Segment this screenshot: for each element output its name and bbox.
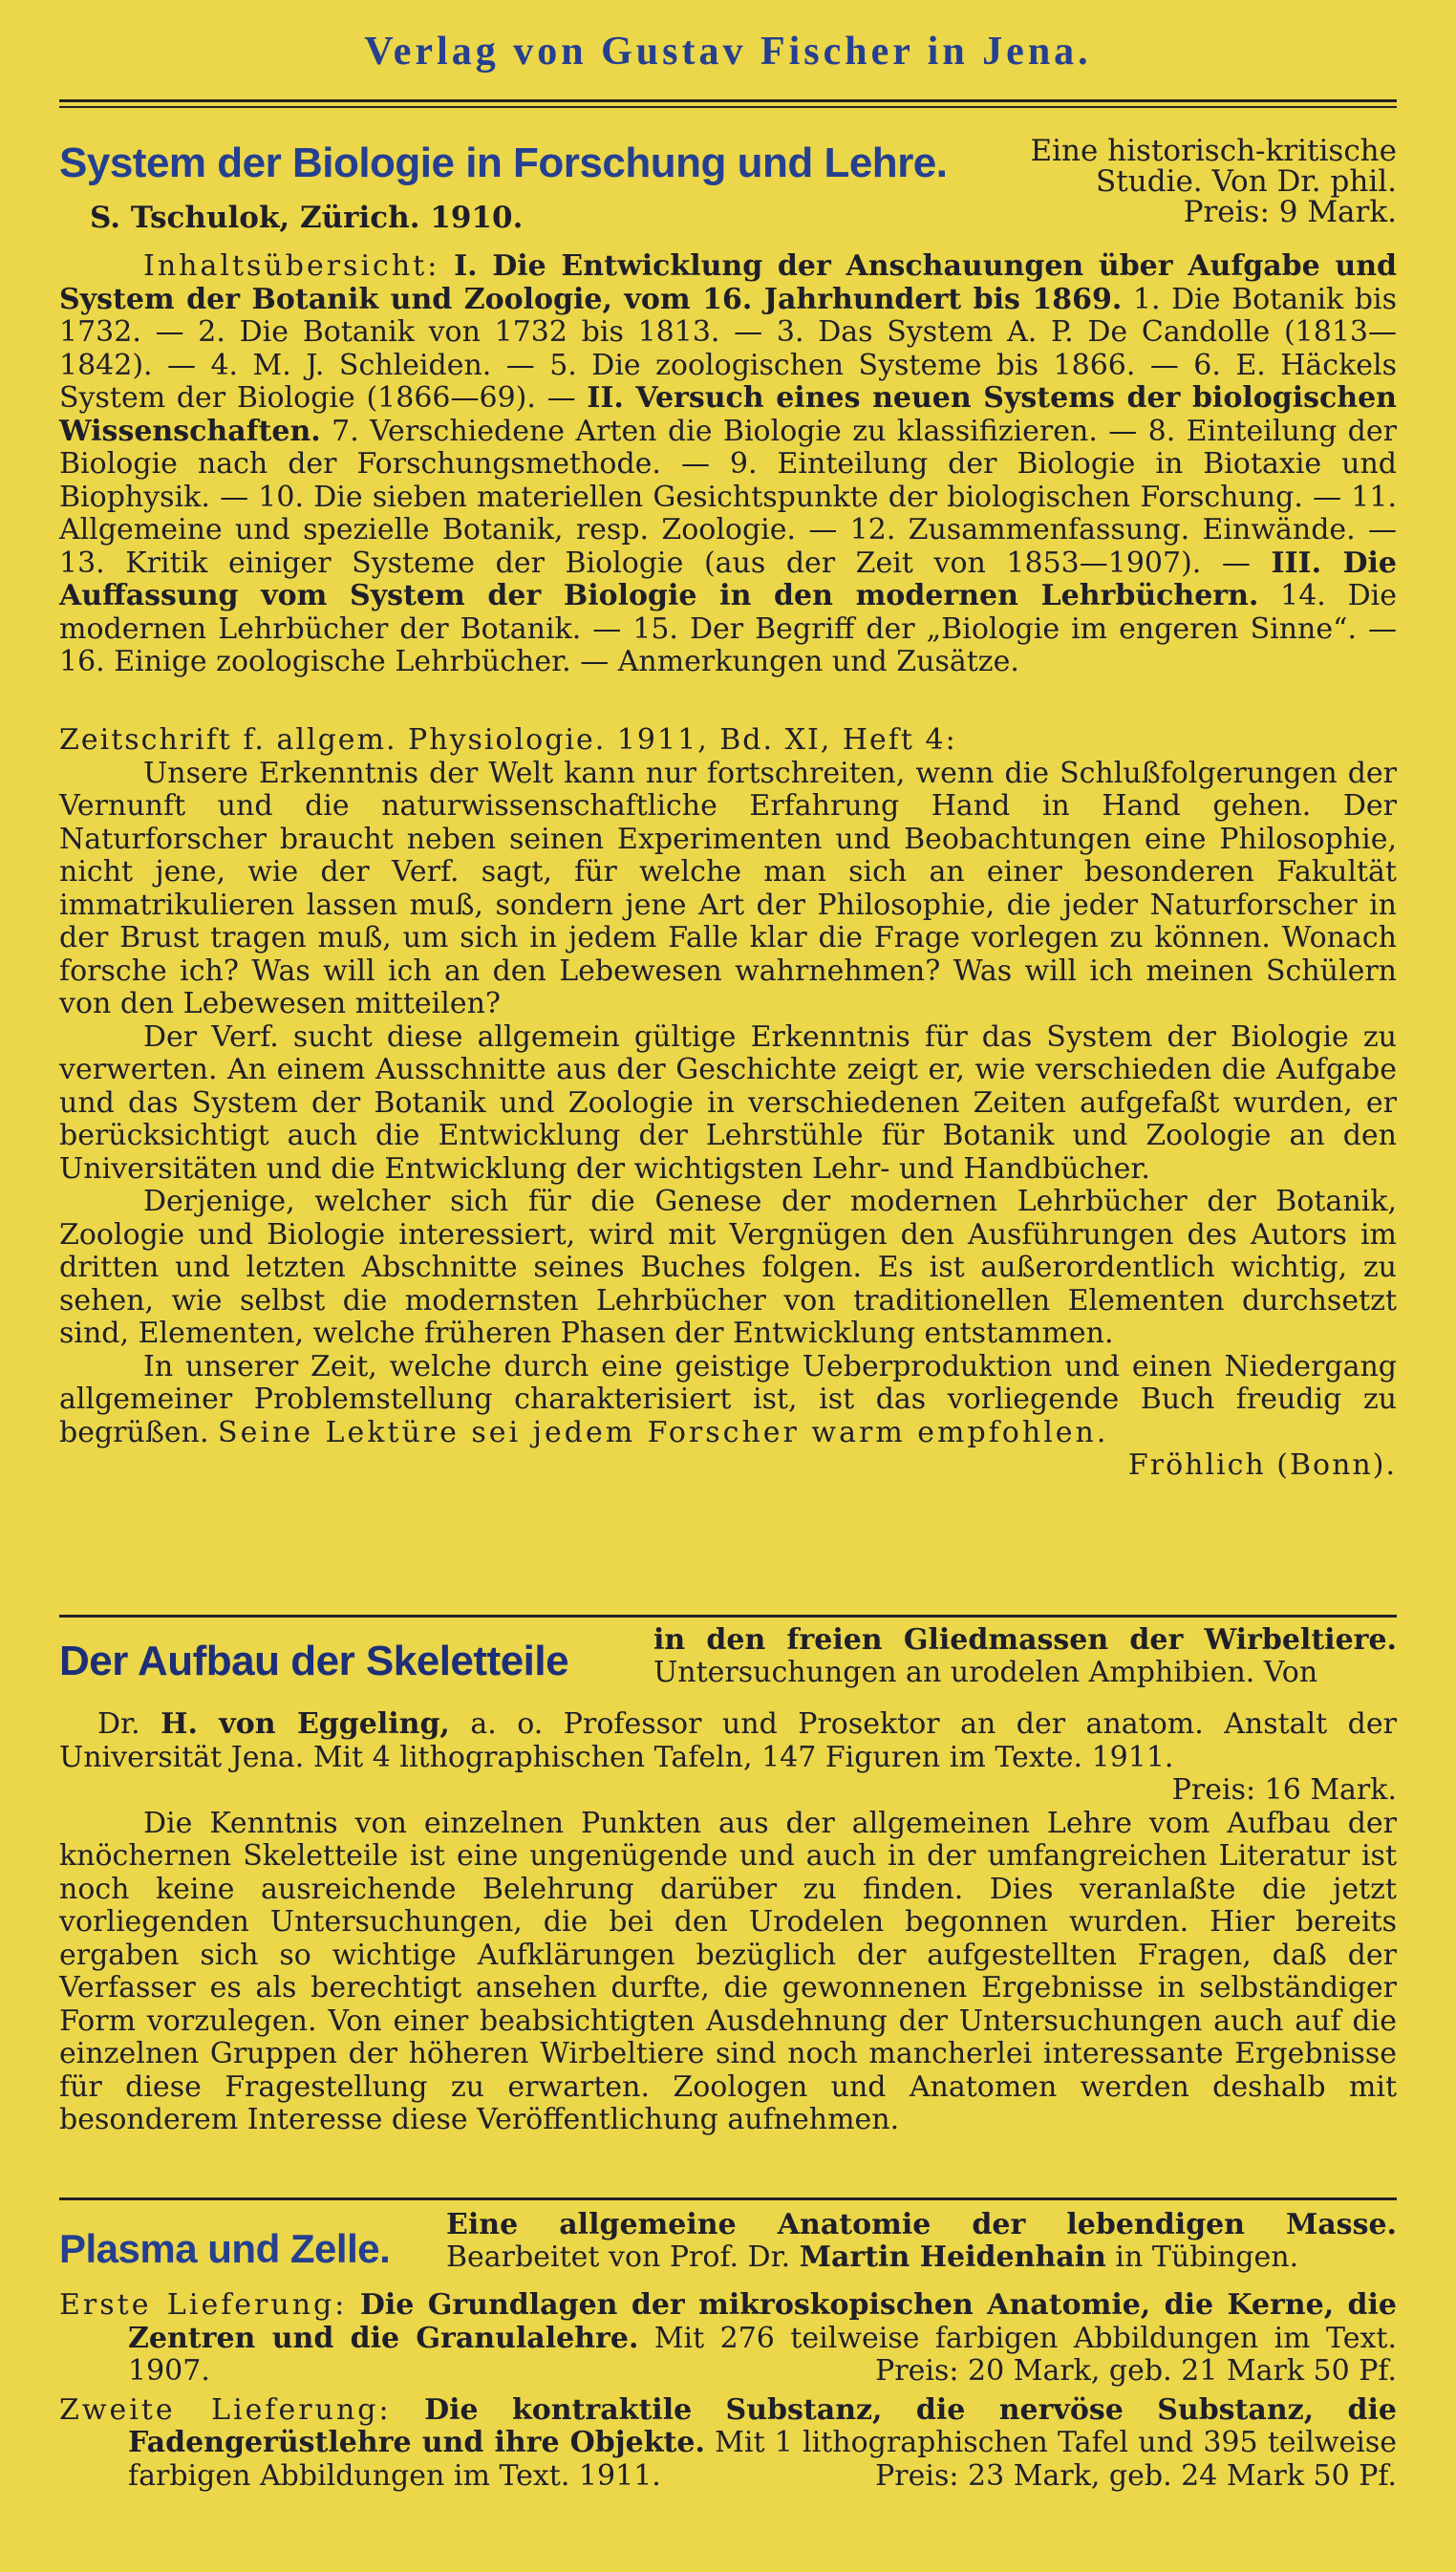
book3-part2-price: Preis: 23 Mark, geb. 24 Mark 50 Pf.: [875, 2458, 1397, 2493]
book1-contents: [59, 250, 1397, 679]
book2-author-prefix: Dr.: [97, 1707, 140, 1741]
book1-price: Preis: 9 Mark.: [1183, 195, 1397, 229]
book1-review-paragraph-2: Der Verf. sucht diese allgemein gültige Erkenntnis für das System der Biologie zu verwerten. An einem Ausschnitte aus der Geschichte zeigt er, wie verschieden die Aufgabe und das System der Botanik und Zoologie in verschiedenen Zeiten aufgefaßt wurden, er berücksichtigt auch die Entwicklung der Lehrstühle für Botanik und Zoologie an den Universitäten und die Entwicklung der wichtigsten Lehr- und Handbücher.: [59, 1019, 1397, 1186]
book1-toc-text-2: 7. Verschiedene Arten die Biologie zu klassifizieren. — 8. Einteilung der Biologie nach der Forschungsmethode. — 9. Einteilung der Biologie in Biotaxie und Biophysik. — 10. Die sieben materiellen Gesichtspunkte der biologischen Forschung. — 11. Allgemeine und spezielle Botanik, resp. Zoologie. — 12. Zusammenfassung. Einwände. — 13. Kritik einiger Systeme der Biologie (aus der Zeit von 1853—1907). —: [59, 414, 1397, 580]
publisher-header: Verlag von Gustav Fischer in Jena.: [364, 30, 1092, 74]
book1-toc-text-1: 1. Die Botanik bis 1732. — 2. Die Botanik von 1732 bis 1813. — 3. Das System A. P. De Candolle (1813—1842). — 4. M. J. Schleiden. — 5. Die zoologischen Systeme bis 1866. — 6. E. Häckels System der Biologie (1866—69). —: [59, 282, 1397, 415]
header-rule-bottom: [59, 106, 1397, 108]
book1-subtitle-line1: Eine historisch-kritische: [1030, 134, 1397, 168]
book1-toc-heading-3: III. Die Auffassung vom System der Biologie in den modernen Lehrbüchern.: [59, 546, 1397, 612]
book2-author-rest: a. o. Professor und Prosektor an der anatom. Anstalt der Universität Jena. Mit 4 lithographischen Tafeln, 147 Figuren im Texte. 1911.: [59, 1707, 1397, 1774]
book3-subtitle-rest: Bearbeitet: [446, 2240, 600, 2274]
book3-author-rest: in Tübingen.: [1115, 2240, 1299, 2274]
book2-subtitle-rest: Untersuchungen an urodelen Amphibien. Von: [653, 1656, 1318, 1689]
book3-parts: [59, 2289, 1397, 2493]
book3-part1-price: Preis: 20 Mark, geb. 21 Mark 50 Pf.: [875, 2354, 1397, 2388]
book2-title: Der Aufbau der Skeletteile: [59, 1638, 569, 1684]
book1-toc-label: Inhaltsübersicht:: [143, 249, 440, 283]
book1-review-paragraph-3: Derjenige, welcher sich für die Genese der modernen Lehrbücher der Botanik, Zoologie und Biologie interessiert, wird mit Vergnügen den Ausführungen des Autors im dritten und letzten Abschnitte seines Buches folgen. Es ist außerordentlich wichtig, zu sehen, wie selbst die modernsten Lehrbücher von traditionellen Elementen durchsetzt sind, Elementen, welche früheren Phasen der Entwicklung entstammen.: [59, 1185, 1397, 1350]
book2-description: Die Kenntnis von einzelnen Punkten aus der allgemeinen Lehre vom Aufbau der knöchernen Skeletteile ist eine ungenügende und auch in der umfangreichen Literatur ist noch keine ausreichende Belehrung darüber zu finden. Dies veranlaßte die jetzt vorliegenden Untersuchungen, die bei den Urodelen begonnen wurden. Hier bereits ergaben sich so wichtige Aufklärungen bezüglich der aufgestellten Fragen, daß der Verfasser es als berechtigt ansehen durfte, die gewonnenen Ergebnisse in selbständiger Form vorzulegen. Von einer beabsichtigten Ausdehnung der Untersuchungen auch auf die einzelnen Gruppen der höheren Wirbeltiere sind noch mancherlei interessante Ergebnisse für diese Fragestellung zu erwarten. Zoologen und Anatomen werden deshalb mit besonderem Interesse diese Veröffentlichung aufnehmen.: [59, 1806, 1397, 2136]
header-rule-top: [59, 99, 1397, 102]
divider-2: [59, 2197, 1397, 2200]
book1-review-paragraph-1: Unsere Erkenntnis der Welt kann nur fortschreiten, wenn die Schlußfolgerungen der Vernunft und die naturwissenschaftliche Erfahrung Hand in Hand gehen. Der Naturforscher braucht neben seinen Experimenten und Beobachtungen eine Philosophie, nicht jene, wie der Verf. sagt, für welche man sich an einer besonderen Fakultät immatrikulieren lassen muß, sondern jene Art der Philosophie, die jeder Naturforscher in der Brust tragen muß, um sich in jedem Falle klar die Frage vorlegen zu können. Wonach forsche ich? Was will ich an den Lebewesen wahrnehmen? Was will ich meinen Schülern von den Lebewesen mitteilen?: [59, 756, 1397, 1020]
book1-review: [59, 724, 1397, 1483]
book3-part2-details: Mit 1 lithographischen Tafel und 395 teilweise farbigen Abbildungen im Text. 1911.: [128, 2426, 1397, 2493]
book3-author-prefix: von Prof. Dr.: [609, 2240, 791, 2274]
book1-toc-text-3: 14. Die modernen Lehrbücher der Botanik. — 15. Der Begriff der „Biologie im engeren Sinne“. — 16. Einige zoologische Lehrbücher. — Anmerkungen und Zusätze.: [59, 579, 1397, 678]
book1-title: System der Biologie in Forschung und Lehre.: [59, 139, 948, 186]
book1-review-paragraph-4: In unserer Zeit, welche durch eine geistige Ueberproduktion und einen Niedergang allgemeiner Problemstellung charakterisiert ist, ist das vorliegende Buch freudig zu begrüßen.: [59, 1349, 1397, 1449]
book1-subtitle: [996, 136, 1397, 227]
book3-part1-label: Erste Lieferung:: [59, 2288, 348, 2322]
book1-toc-heading-1: I. Die Entwicklung der Anschauungen über Aufgabe und System der Botanik und Zoologie, vom 16. Jahrhundert bis 1869.: [59, 249, 1397, 316]
book1-review-recommendation: Seine Lektüre sei jedem Forscher warm empfohlen.: [218, 1415, 1109, 1449]
book1-reviewer: Fröhlich (Bonn).: [1127, 1448, 1397, 1482]
book3-part-2: [59, 2394, 1397, 2494]
book2-subtitle-bold: in den freien Gliedmassen der Wirbeltiere.: [653, 1623, 1397, 1657]
book3-author-name: Martin Heidenhain: [799, 2240, 1106, 2274]
book3-part2-label: Zweite Lieferung:: [59, 2392, 392, 2427]
book2-details: [59, 1708, 1397, 2137]
book2-subtitle: [653, 1624, 1397, 1689]
divider-1: [59, 1615, 1397, 1618]
book3-part-1: [59, 2289, 1397, 2389]
book2-price: Preis: 16 Mark.: [1171, 1773, 1397, 1807]
book1-author: S. Tschulok, Zürich. 1910.: [90, 201, 524, 235]
book3-part1-details: Mit 276 teilweise farbigen Abbildungen im Text. 1907.: [128, 2321, 1397, 2388]
book1-toc-heading-2: II. Versuch eines neuen Systems der biologischen Wissenschaften.: [59, 381, 1397, 448]
advertisement-page: [59, 0, 1397, 2572]
book1-review-source: Zeitschrift f. allgem. Physiologie. 1911, Bd. XI, Heft 4:: [59, 723, 957, 757]
book1-subtitle-line2: Studie. Von Dr. phil.: [1096, 164, 1397, 199]
book3-part1-title: Die Grundlagen der mikroskopischen Anatomie, die Kerne, die Zentren und die Granulalehre.: [128, 2288, 1397, 2355]
book3-subtitle-bold: Eine allgemeine Anatomie der lebendigen Masse.: [446, 2208, 1397, 2241]
book3-subtitle: [446, 2209, 1397, 2274]
book3-title: Plasma und Zelle.: [59, 2226, 391, 2271]
book2-author-name: H. von Eggeling,: [161, 1707, 450, 1741]
book3-part2-title: Die kontraktile Substanz, die nervöse Substanz, die Fadengerüstlehre und ihre Objekte.: [128, 2392, 1397, 2459]
